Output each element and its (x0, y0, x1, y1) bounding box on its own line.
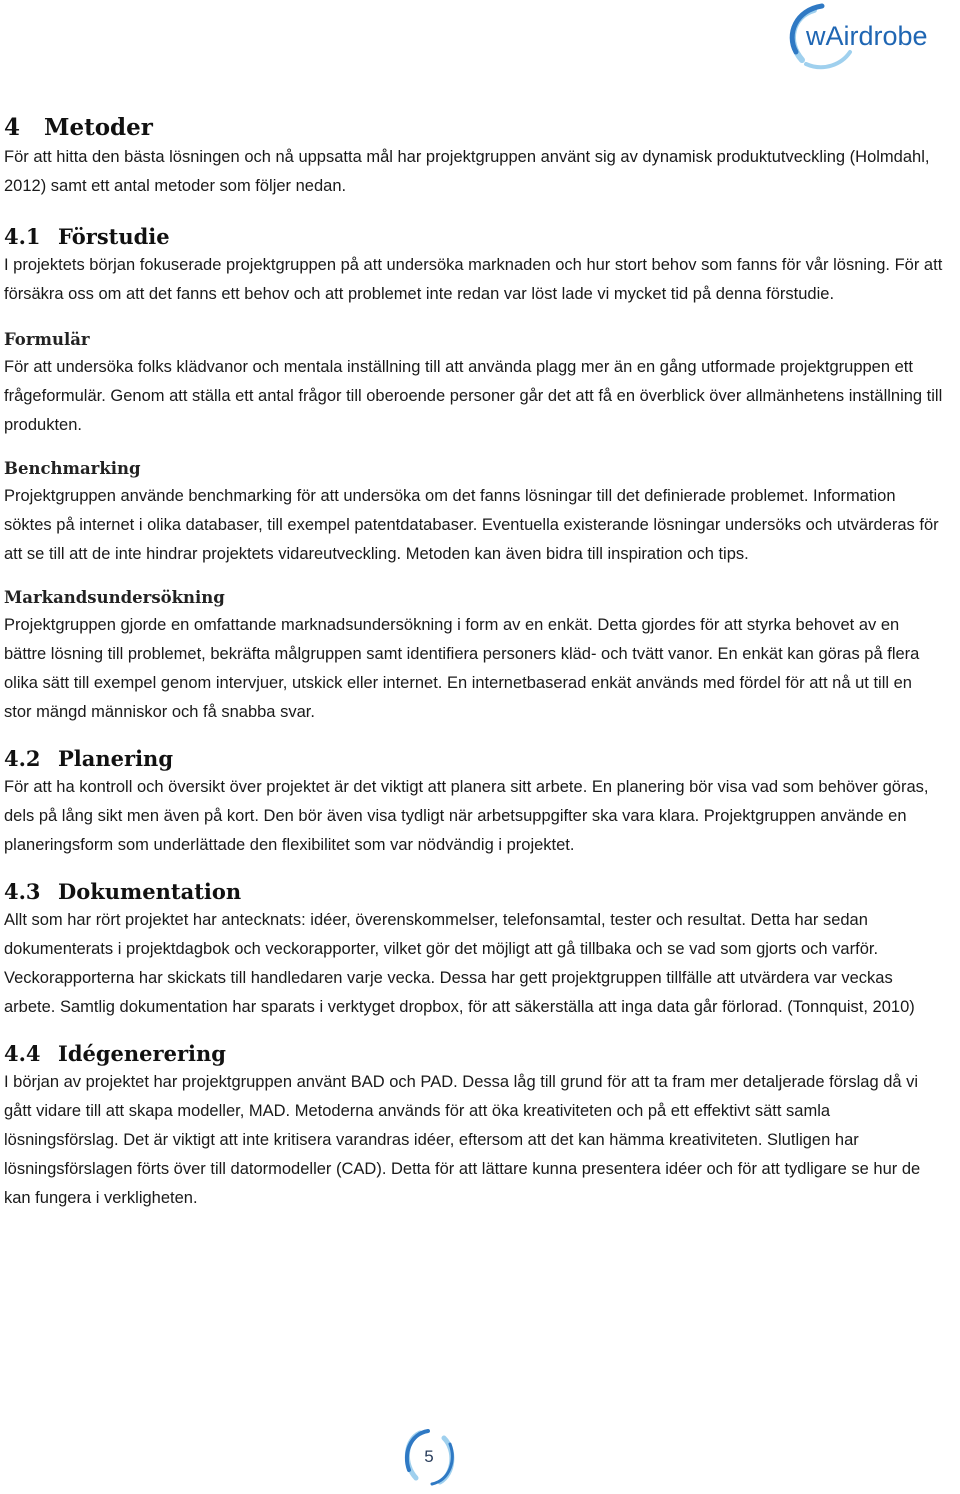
paragraph-planering: För att ha kontroll och översikt över projektet är det viktigt att planera sitt arbete. En planering bör visa vad som behöver göras, dels på lång sikt men även på kort. Den bör även visa tydligt när arbetsuppgifter ska vara klara. Projektgruppen använde en planeringsform som underlättade den flexibilitet som var nödvändig i projektet. (4, 778, 929, 854)
heading-title: Metoder (44, 114, 153, 141)
heading-number: 4.4 (4, 1041, 41, 1066)
subheading-formular: Formulär (4, 330, 90, 349)
heading-dokumentation (4, 878, 944, 906)
page-number: 5 (424, 1447, 434, 1466)
paragraph-markandsundersokning: Projektgruppen gjorde en omfattande marknadsundersökning i form av en enkät. Detta gjordes för att styrka behovet av en bättre lösning till problemet, bekräfta målgruppen samt identifiera personers kläd- och tvätt vanor. En enkät kan göras på flera olika sätt till exempel genom intervjuer, utskick eller internet. En internetbaserad enkät används med fördel för att nå ut till en stor mängd människor och få snabba svar. (4, 616, 920, 721)
subheading-markandsundersokning: Markandsundersökning (4, 588, 225, 607)
paragraph-idegenerering: I början av projektet har projektgruppen använt BAD och PAD. Dessa låg till grund för att ta fram mer detaljerade förslag då vi gått vidare till att skapa modeller, MAD. Metoderna används för att öka kreativiteten och på ett effektivt sätt samla lösningsförslag. Det är viktigt att inte kritisera varandras idéer, eftersom att det kan hämma kreativiteten. Slutligen har lösningsförslagen förts över till datormodeller (CAD). Detta för att lättare kunna presentera idéer och för att tydligare se hur de kan fungera i verkligheten. (4, 1073, 921, 1207)
heading-title: Idégenerering (58, 1041, 226, 1066)
heading-number: 4.1 (4, 224, 41, 249)
heading-idegenerering (4, 1040, 944, 1068)
paragraph-dokumentation: Allt som har rört projektet har antecknats: idéer, överenskommelser, telefonsamtal, tester och resultat. Detta har sedan dokumenterats i projektdagbok och veckorapporter, vilket gör det möjligt att gå tillbaka och se vad som gjorts och varför. Veckorapporterna har skickats till handledaren varje vecka. Dessa har gett projektgruppen tillfälle att utvärdera var veckas arbete. Samtlig dokumentation har sparats i verktyget dropbox, för att säkerställa att inga data går förlorad. (Tonnquist, 2010) (4, 911, 915, 1016)
paragraph-formular: För att undersöka folks klädvanor och mentala inställning till att använda plagg mer än en gång utformade projektgruppen ett frågeformulär. Genom att ställa ett antal frågor till oberoende personer går det att få en överblick över allmänhetens inställning till produkten. (4, 358, 943, 434)
heading-forstudie (4, 223, 944, 251)
heading-title: Planering (58, 746, 173, 771)
paragraph-metoder: För att hitta den bästa lösningen och nå uppsatta mål har projektgruppen använt sig av dynamisk produktutveckling (Holmdahl, 2012) samt ett antal metoder som följer nedan. (4, 148, 930, 195)
paragraph-benchmarking: Projektgruppen använde benchmarking för att undersöka om det fanns lösningar till det definierade problemet. Information söktes på internet i olika databaser, till exempel patentdatabaser. Eventuella existerande lösningar undersöks och utvärderas för att se till att de inte hindrar projektets vidareutveckling. Metoden kan även bidra till inspiration och tips. (4, 487, 939, 563)
heading-title: Förstudie (58, 224, 170, 249)
heading-metoder (4, 113, 944, 143)
subheading-benchmarking: Benchmarking (4, 459, 141, 478)
heading-number: 4.3 (4, 879, 41, 904)
paragraph-forstudie: I projektets början fokuserade projektgruppen på att undersöka marknaden och hur stort behov som fanns för vår lösning. För att försäkra oss om att det fanns ett behov och att problemet inte redan var löst lade vi mycket tid på denna förstudie. (4, 256, 943, 303)
logo-text: wAirdrobe (806, 21, 928, 51)
heading-title: Dokumentation (58, 879, 242, 904)
heading-number: 4.2 (4, 746, 41, 771)
heading-number: 4 (4, 114, 21, 141)
wairdrobe-logo (784, 2, 954, 72)
heading-planering (4, 745, 944, 773)
page-number-badge (400, 1428, 458, 1486)
document-body (4, 113, 944, 1213)
